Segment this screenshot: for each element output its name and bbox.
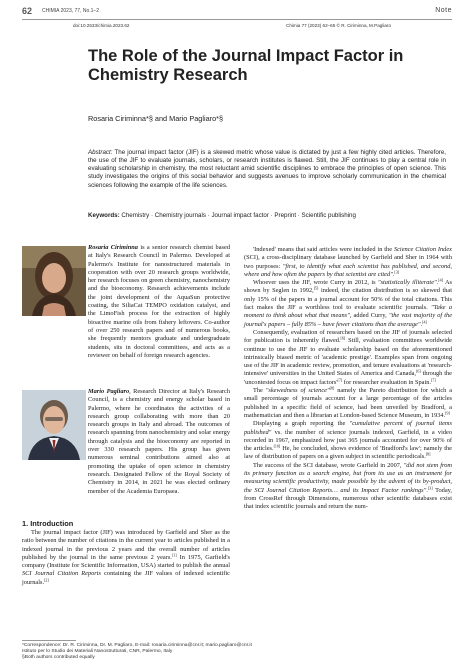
doi-link[interactable]: doi:10.2533/chimia.2023.62 [73, 23, 130, 28]
keywords-label: Keywords: [88, 212, 120, 219]
bio-text: is a senior research chemist based at Italy's Research Council in Palermo. Developed at Palermo's Institute for nanostructured materials in cooperation with over 20 research groups worldwide, her research focuses on green chemistry, nanochemistry and the bioeconomy. Research achievements include the joint development of the AquaSun protective coating, the SiliaCat TEMPO oxidation catalyst, and the LimoFish process for the extraction of highly bioactive marine oils from fishery leftovers. Co-author of over 250 research papers and of numerous books, she frequently mentors graduate and undergraduate students, sits in doctoral committees, and acts as a reviewer on behalf of foreign research agencies. [88, 244, 230, 359]
abstract-label: Abstract: [88, 149, 113, 156]
citation-ref[interactable]: [6] [416, 368, 421, 374]
citation-ref[interactable]: [8] [329, 385, 335, 391]
paragraph: The journal impact factor (JIF) was introduced by Garfield and Sher as the ratio between the number of citations in the current year to articles published in a indexed journal in the previous 2 years and the overall number of articles published by the journal in the same previous 2 years.[1] In 1975, Garfield's company (Institute for Scientific Information, USA) started to publish the annual SCI Journal Citation Reports containing the JIF values of indexed scientific journals.[2] [22, 529, 231, 586]
citation-ref[interactable]: [4] [438, 277, 443, 283]
bio-ciriminna [88, 244, 230, 360]
citation-ref[interactable]: [7] [337, 377, 343, 383]
section-label: Note [435, 7, 452, 14]
paragraph: Displaying a graph reporting the "cumulative percent of journal items published" vs. the number of science journals indexed, Garfield, in a video recorded in 1967, emphasized how just 365 journals accounted for over 90% of the articles.[10] He, he concluded, shows evidence of 'Bradford's law'; namely the law of distribution of papers on a given subject in scientific periodicals.[8] [244, 420, 452, 461]
author-list: Rosaria Ciriminna*§ and Mario Pagliaro*§ [88, 114, 224, 123]
page-number: 62 [22, 6, 33, 16]
keywords [88, 212, 448, 219]
citation-ref[interactable]: [10] [273, 443, 281, 449]
citation-ref[interactable]: [5] [313, 285, 319, 291]
bio-name: Mario Pagliaro [88, 388, 130, 395]
citation-ref[interactable]: [1] [171, 552, 177, 558]
article-title: The Role of the Journal Impact Factor in Chemistry Research [88, 47, 404, 84]
footnote-rule [22, 640, 76, 641]
section-heading: 1. Introduction [22, 519, 74, 528]
bio-name: Rosaria Ciriminna [88, 244, 138, 251]
running-header [22, 6, 452, 20]
bio-ciriminna-wrap [22, 244, 230, 360]
paragraph: The success of the SCI database, wrote Garfield in 2007, "did not stem from its primary function as a search engine, but from its use as an instrument for measuring scientific productivity, made possible by the advent of its by-product, the SCI Journal Citation Reports… and its Impact Factor rankings".[3] Today, from CrossRef through Dimensions, numerous other scientific databases exist that index scientific journals and return the num- [244, 461, 452, 511]
citation-line: Chimia 77 (2023) 62–65 © R. Ciriminna, M.Pagliaro [286, 23, 392, 28]
citation-ref[interactable]: [4] [422, 319, 427, 325]
footnote-correspondence: *Correspondence: Dr. R. Ciriminna, Dr. M. Pagliaro, E-mail: rosaria.ciriminna@cnr.it; mario.pagliaro@cnr.it [22, 643, 252, 648]
footnote-affiliation: Istituto per lo Studio dei Materiali Nanostrutturati, CNR, Palermo, Italy [22, 649, 173, 655]
abstract [88, 149, 446, 190]
right-column [244, 246, 452, 512]
intro-column [22, 529, 230, 587]
footnotes [22, 643, 452, 662]
paragraph: 'Indexed' means that said articles were included in the Science Citation Index (SCI), a cross-disciplinary database launched by Garfield and Sher in 1964 with two purposes: "first, to identify what each scientist has published, and second, where and how often the papers by that scientist are cited".[3] [244, 246, 452, 278]
bio-text: , Research Director at Italy's Research Council, is a chemistry and energy scholar based in Palermo, where he coordinates the activities of a research group collaborating with more than 20 research groups in Italy and abroad. The outcomes of research spanning from nanochemistry and solar energy through catalysis and the bioeconomy are reported in over 330 research papers. His group has given numerous seminal contributions aimed also at promoting the uptake of open science in chemistry research. Designated Fellow of the Royal Society of Chemistry in 2014, in 2021 he was elected ordinary member of the Academia Europaea. [88, 388, 230, 495]
citation-ref[interactable]: [3] [394, 269, 400, 275]
paragraph: The "skewedness of science"[8] namely the Pareto distribution for which a small percentage of journals account for a large percentage of the articles published in a specific field of science, had been unveiled by Bradford, a mathematician and then a librarian at London-based Science Museum, in 1934.[9] [244, 385, 453, 419]
citation-ref[interactable]: [2] [44, 577, 49, 583]
citation-ref[interactable]: [8] [425, 451, 431, 457]
bio-pagliaro [88, 388, 230, 496]
keywords-text: Chemistry · Chemistry journals · Journal impact factor · Preprint · Scientific publishing [121, 212, 356, 219]
citation-ref[interactable]: [7] [431, 377, 436, 383]
journal-reference: CHIMIA 2023, 77, No.1–2 [42, 8, 99, 14]
citation-ref[interactable]: [6] [340, 335, 346, 341]
bio-pagliaro-wrap [22, 388, 230, 496]
abstract-text: The journal impact factor (JIF) is a skewed metric whose value is dictated by just a few highly cited articles. Therefore, the use of the JIF to evaluate journals, scholars, or research institutes is flawed. Still, the JIF continues to play a central role in evaluating scholarship in chemistry, the most reluctant amid scientific disciplines to embrace the principles of open science. This study investigates the origins of this social behavior and suggests avenues to improve scholarly communication in the chemical sciences following the example of the life sciences. [88, 149, 446, 189]
header-rule [22, 19, 452, 20]
footnote-equal-contribution: §Both authors contributed equally [22, 655, 95, 661]
paragraph: Consequently, evaluation of researchers based on the JIF of journals selected for publication is inherently flawed.[6] Still, evaluation committees worldwide continue to use the JIF to evaluate scholarship based on the aforementioned intrinsically biased metric of 'academic prestige'. Examples span from ongoing use of the JIF in academic review, promotion, and tenure evaluations at 'research-intensive' universities in the United States of America and Canada,[6] through the 'uncontested focus on impact factors'[7] for researcher evaluation in Spain.[7] [244, 328, 452, 386]
citation-ref[interactable]: [3] [427, 485, 433, 491]
paragraph: Whoever uses the JIF, wrote Curry in 2012, is "statistically illiterate".[4] As shown by Seglen in 1992,[5] indeed, the citation distribution is so skewed that only 15% of the papers in a journal account for 50% of the total citations. This fact makes the JIF a worthless tool to evaluate scientific journals. "Take a moment to think about what that means", added Curry, "the vast majority of the journal's papers – fully 85% – have fewer citations than the average".[4] [244, 277, 453, 328]
citation-ref[interactable]: [9] [445, 410, 450, 416]
